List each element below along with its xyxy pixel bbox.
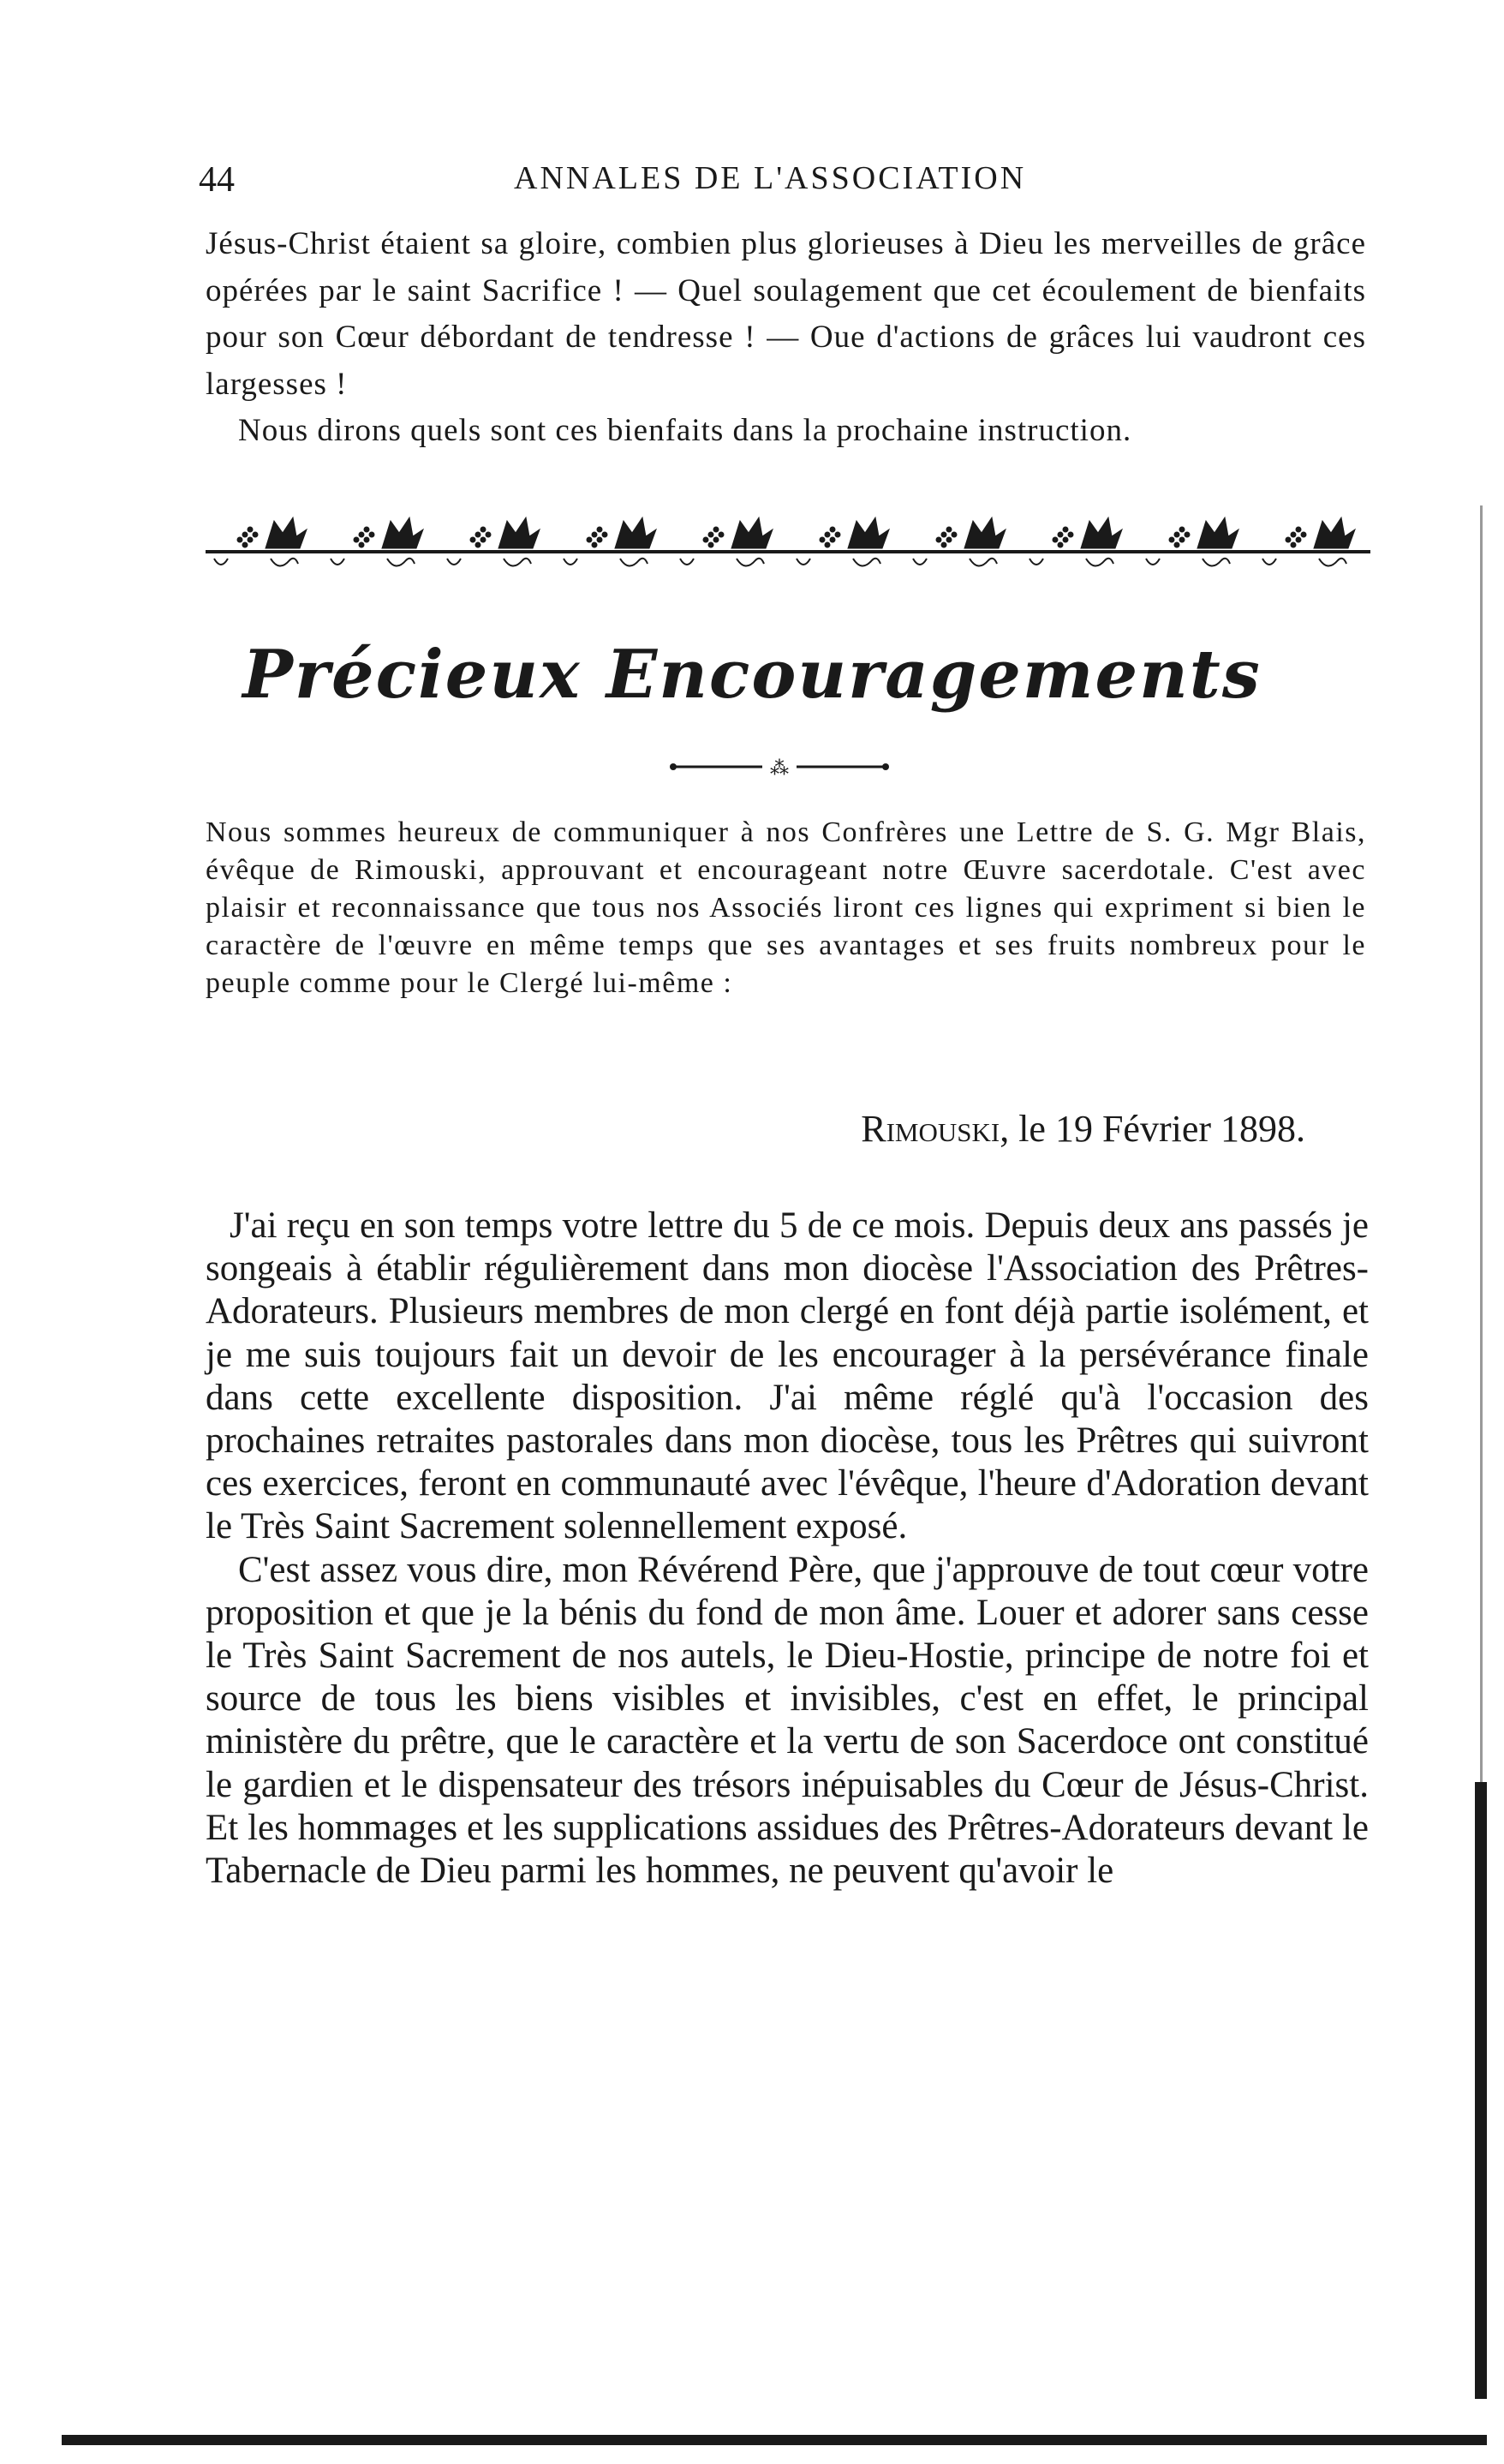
vine-motif xyxy=(564,517,656,566)
page-edge-bottom xyxy=(62,2435,1487,2445)
vine-motif xyxy=(680,517,773,566)
vine-motif xyxy=(447,517,540,566)
section-title: Précieux Encouragements xyxy=(242,636,1262,714)
vine-motif xyxy=(214,517,307,566)
paragraph-top xyxy=(206,221,1366,455)
paragraph-top-text: Jésus-Christ étaient sa gloire, combien plus glorieuses à Dieu les merveilles de grâce opérées par le saint Sacrifice ! — Quel soulagement que cet écoulement de bienfaits pour son Cœur débordant de tendresse ! — Oue d'actions de grâces lui vaudront ces largesses ! xyxy=(206,226,1366,402)
paragraph-top-text2: Nous dirons quels sont ces bienfaits dans la prochaine instruction. xyxy=(238,413,1132,448)
letter-body xyxy=(206,1205,1369,1893)
letter-place: Rimouski xyxy=(861,1108,1000,1150)
letter-paragraph-2: C'est assez vous dire, mon Révérend Père, que j'approuve de tout cœur votre proposition et que je la bénis du fond de mon âme. Louer et adorer sans cesse le Très Saint Sacrement de nos autels, le Dieu-Hostie, principe de notre foi et source de tous les biens visibles et invisibles, c'est en effet, le principal ministère du prêtre, que le caractère et la vertu de son Sacerdoce ont constitué le gardien et le dispensateur des trésors inépuisables du Cœur de Jésus-Christ. Et les hommages et les supplications assidues des Prêtres-Adorateurs devant le Tabernacle de Dieu parmi les hommes, ne peuvent qu'avoir le xyxy=(206,1549,1369,1892)
page-number: 44 xyxy=(199,160,235,200)
svg-text:⁂: ⁂ xyxy=(770,758,789,780)
vine-motif xyxy=(1030,517,1122,566)
vine-motif xyxy=(1146,517,1238,566)
letter-date: , le 19 Février 1898. xyxy=(1000,1108,1305,1150)
vine-ornament-divider xyxy=(206,514,1370,583)
vine-motif xyxy=(331,517,423,566)
page-edge-right xyxy=(1475,1782,1487,2399)
letter-dateline xyxy=(861,1107,1305,1151)
vine-motif xyxy=(913,517,1006,566)
vine-motif xyxy=(797,517,889,566)
letter-paragraph-1: J'ai reçu en son temps votre lettre du 5 de ce mois. Depuis deux ans passés je songeais à établir régulièrement dans mon diocèse l'Association des Prêtres-Adorateurs. Plusieurs membres de mon clergé en font déjà partie isolément, et je me suis toujours fait un devoir de les encourager à la persévérance finale dans cette excellente disposition. J'ai même réglé qu'à l'occasion des prochaines retraites pastorales dans mon diocèse, tous les Prêtres qui suivront ces exercices, feront en communauté avec l'évêque, l'heure d'Adoration devant le Très Saint Sacrement solennellement exposé. xyxy=(206,1205,1369,1547)
vine-motif xyxy=(1262,517,1355,566)
intro-paragraph: Nous sommes heureux de communiquer à nos Confrères une Lettre de S. G. Mgr Blais, évêque de Rimouski, approuvant et encourageant notre Œuvre sacerdotale. C'est avec plaisir et reconnaissance que tous nos Associés liront ces lignes qui expriment si bien le caractère de l'œuvre en même temps que ses avantages et ses fruits nombreux pour le peuple comme pour le Clergé lui-même : xyxy=(206,816,1366,999)
page-edge-thin xyxy=(1480,505,1483,1782)
title-divider xyxy=(668,754,891,780)
running-head: ANNALES DE L'ASSOCIATION xyxy=(514,160,1027,196)
